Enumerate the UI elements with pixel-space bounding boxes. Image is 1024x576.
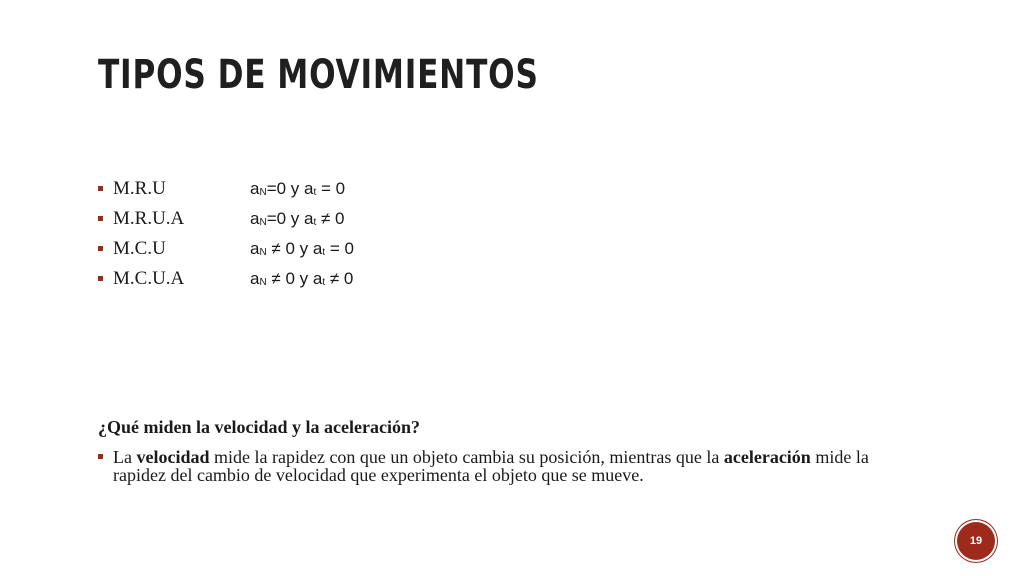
title-word-1: TIPOS	[98, 52, 207, 98]
keyword-velocidad: velocidad	[136, 447, 210, 467]
answer-item	[98, 448, 898, 484]
movement-abbr: M.C.U	[113, 238, 166, 259]
square-bullet-icon	[98, 276, 103, 281]
movement-formula: aN ≠ 0 y at = 0	[250, 239, 354, 258]
page-number-badge	[957, 522, 995, 560]
square-bullet-icon	[98, 216, 103, 221]
title-word-2: DE	[217, 52, 267, 98]
slide-title	[98, 52, 539, 98]
keyword-aceleracion: aceleración	[723, 447, 811, 467]
movement-abbr: M.R.U	[113, 178, 166, 199]
movement-formula: aN=0 y at ≠ 0	[250, 209, 345, 228]
question-heading: ¿Qué miden la velocidad y la aceleración?	[98, 417, 420, 437]
movement-formula: aN ≠ 0 y at ≠ 0	[250, 269, 354, 288]
answer-text: La velocidad mide la rapidez con que un objeto cambia su posición, mientras que la aceleración mide la rapidez del cambio de velocidad que experimenta el objeto que se mueve.	[113, 447, 869, 485]
square-bullet-icon	[98, 186, 103, 191]
square-bullet-icon	[98, 246, 103, 251]
title-word-3: MOVIMIENTOS	[277, 52, 539, 98]
square-bullet-icon	[98, 454, 103, 459]
movement-abbr: M.R.U.A	[113, 208, 185, 229]
page-number: 19	[969, 535, 983, 547]
movement-abbr: M.C.U.A	[113, 268, 185, 289]
movement-formula: aN=0 y at = 0	[250, 179, 346, 198]
